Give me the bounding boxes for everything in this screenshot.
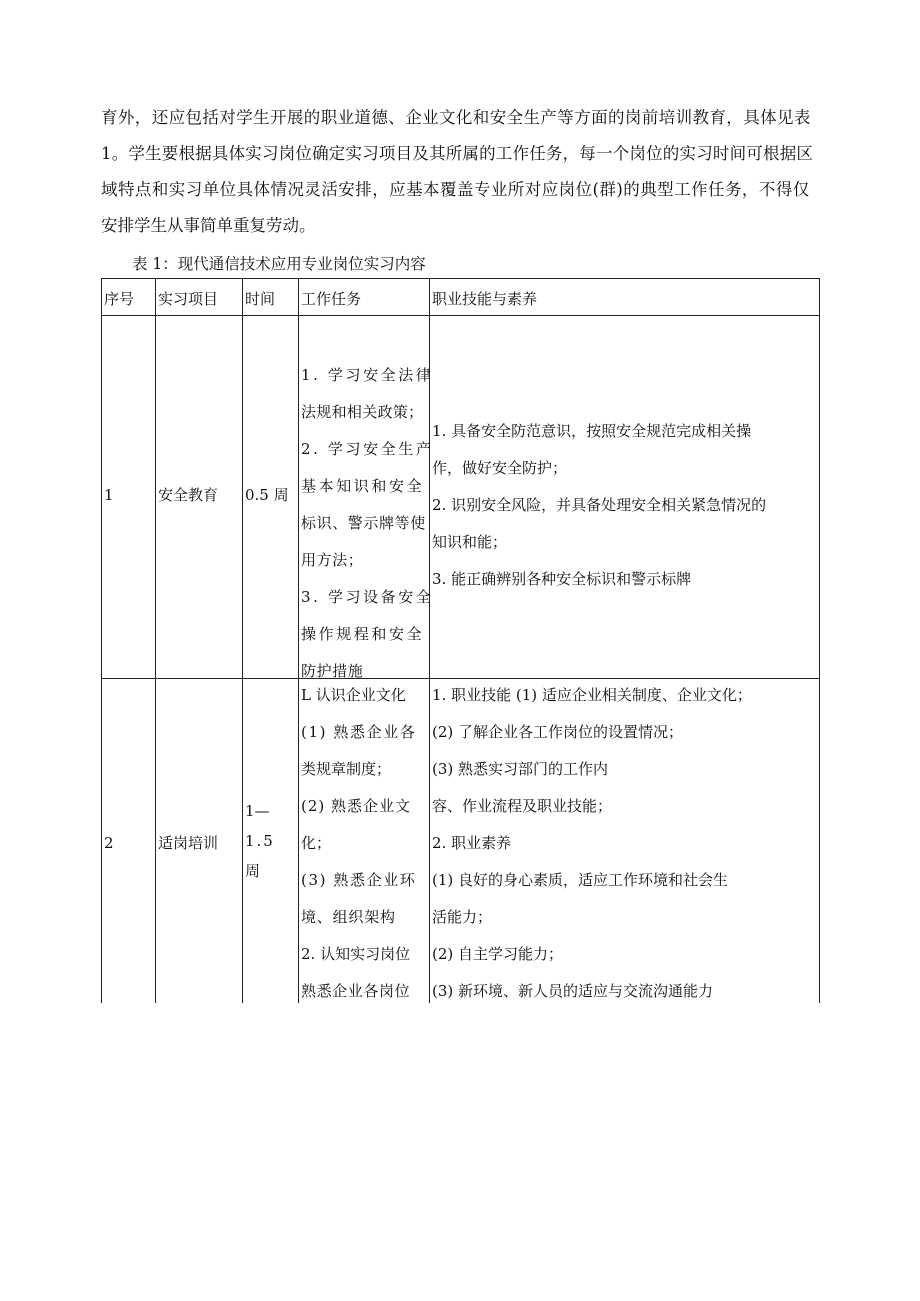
row1-task-line: 1. 学习安全法律 bbox=[301, 366, 434, 384]
intro-line: 育外，还应包括对学生开展的职业道德、企业文化和安全生产等方面的岗前培训教育，具体见表 bbox=[101, 108, 811, 127]
row2-task-line: 2. 认知实习岗位 bbox=[301, 945, 411, 963]
row2-task bbox=[301, 677, 416, 1010]
intro-line: 安排学生从事简单重复劳动。 bbox=[101, 216, 316, 235]
row2-skill-line: (3) 新环境、新人员的适应与交流沟通能力 bbox=[432, 982, 714, 1000]
internship-table bbox=[101, 278, 820, 1003]
row1-skill-line: 2. 识别安全风险，并具备处理安全相关紧急情况的 bbox=[432, 496, 767, 514]
row2-time bbox=[245, 796, 275, 886]
row2-task-line: 化； bbox=[301, 834, 332, 852]
row1-task-line: 用方法； bbox=[301, 551, 364, 569]
row1-item: 安全教育 bbox=[158, 486, 219, 504]
row1-skill-line: 3. 能正确辨别各种安全标识和警示标牌 bbox=[432, 570, 692, 588]
row2-task-line: 熟悉企业各岗位 bbox=[301, 982, 411, 1000]
row2-task-line: (1) 熟悉企业各 bbox=[301, 723, 417, 741]
row2-task-line: 境、组织架构 bbox=[301, 908, 396, 926]
row1-time bbox=[245, 483, 289, 507]
header-task: 工作任务 bbox=[301, 290, 362, 308]
row2-task-line: 类规章制度； bbox=[301, 760, 392, 778]
row2-skill-line: (2) 了解企业各工作岗位的设置情况； bbox=[432, 723, 684, 741]
row2-skill bbox=[432, 677, 752, 1010]
row2-skill-line: (1) 良好的身心素质，适应工作环境和社会生 bbox=[432, 871, 729, 889]
table-column-divider bbox=[242, 279, 243, 1003]
intro-line: 域特点和实习单位具体情况灵活安排，应基本覆盖专业所对应岗位(群)的典型工作任务，不得仅 bbox=[101, 180, 810, 199]
row2-item: 适岗培训 bbox=[158, 834, 219, 852]
header-no: 序号 bbox=[104, 290, 135, 308]
header-skill: 职业技能与素养 bbox=[432, 290, 538, 308]
row1-task-line: 3. 学习设备安全 bbox=[301, 588, 434, 606]
row2-skill-line: 1. 职业技能 (1) 适应企业相关制度、企业文化； bbox=[432, 686, 752, 704]
row1-no: 1 bbox=[104, 486, 114, 504]
intro-paragraph bbox=[101, 100, 821, 244]
row2-skill-line: 活能力； bbox=[432, 908, 493, 926]
row1-task-line: 标识、警示牌等使 bbox=[301, 514, 426, 532]
row1-time-line: 0.5 周 bbox=[245, 486, 289, 504]
table-caption: 表 1：现代通信技术应用专业岗位实习内容 bbox=[132, 255, 426, 273]
row1-task-line: 2. 学习安全生产 bbox=[301, 440, 434, 458]
row1-skill bbox=[432, 413, 766, 598]
row2-task-line: (2) 熟悉企业文 bbox=[301, 797, 412, 815]
row1-task bbox=[301, 357, 433, 690]
row1-task-line: 防护措施 bbox=[301, 662, 364, 680]
intro-line: 1。学生要根据具体实习岗位确定实习项目及其所属的工作任务，每一个岗位的实习时间可根据区 bbox=[101, 144, 814, 163]
table-column-divider bbox=[155, 279, 156, 1003]
row2-time-line: 1— bbox=[245, 802, 270, 820]
table-row-divider bbox=[102, 315, 819, 316]
row2-skill-line: (2) 自主学习能力； bbox=[432, 945, 564, 963]
header-time: 时间 bbox=[245, 290, 276, 308]
row2-skill-line: 容、作业流程及职业技能； bbox=[432, 797, 613, 815]
row1-skill-line: 知识和能； bbox=[432, 533, 508, 551]
row1-task-line: 基本知识和安全 bbox=[301, 477, 425, 495]
header-item: 实习项目 bbox=[158, 290, 219, 308]
row1-task-line: 操作规程和安全 bbox=[301, 625, 425, 643]
row1-task-line: 法规和相关政策； bbox=[301, 403, 424, 421]
row1-skill-line: 1. 具备安全防范意识，按照安全规范完成相关操 bbox=[432, 422, 752, 440]
row2-no: 2 bbox=[104, 834, 114, 852]
row1-skill-line: 作，做好安全防护； bbox=[432, 459, 568, 477]
row2-time-line: 1.5 bbox=[245, 832, 275, 850]
row2-task-line: L 认识企业文化 bbox=[301, 686, 406, 704]
row2-skill-line: (3) 熟悉实习部门的工作内 bbox=[432, 760, 609, 778]
table-column-divider bbox=[298, 279, 299, 1003]
row2-task-line: (3) 熟悉企业环 bbox=[301, 871, 417, 889]
row2-skill-line: 2. 职业素养 bbox=[432, 834, 512, 852]
row2-time-line: 周 bbox=[245, 862, 261, 880]
